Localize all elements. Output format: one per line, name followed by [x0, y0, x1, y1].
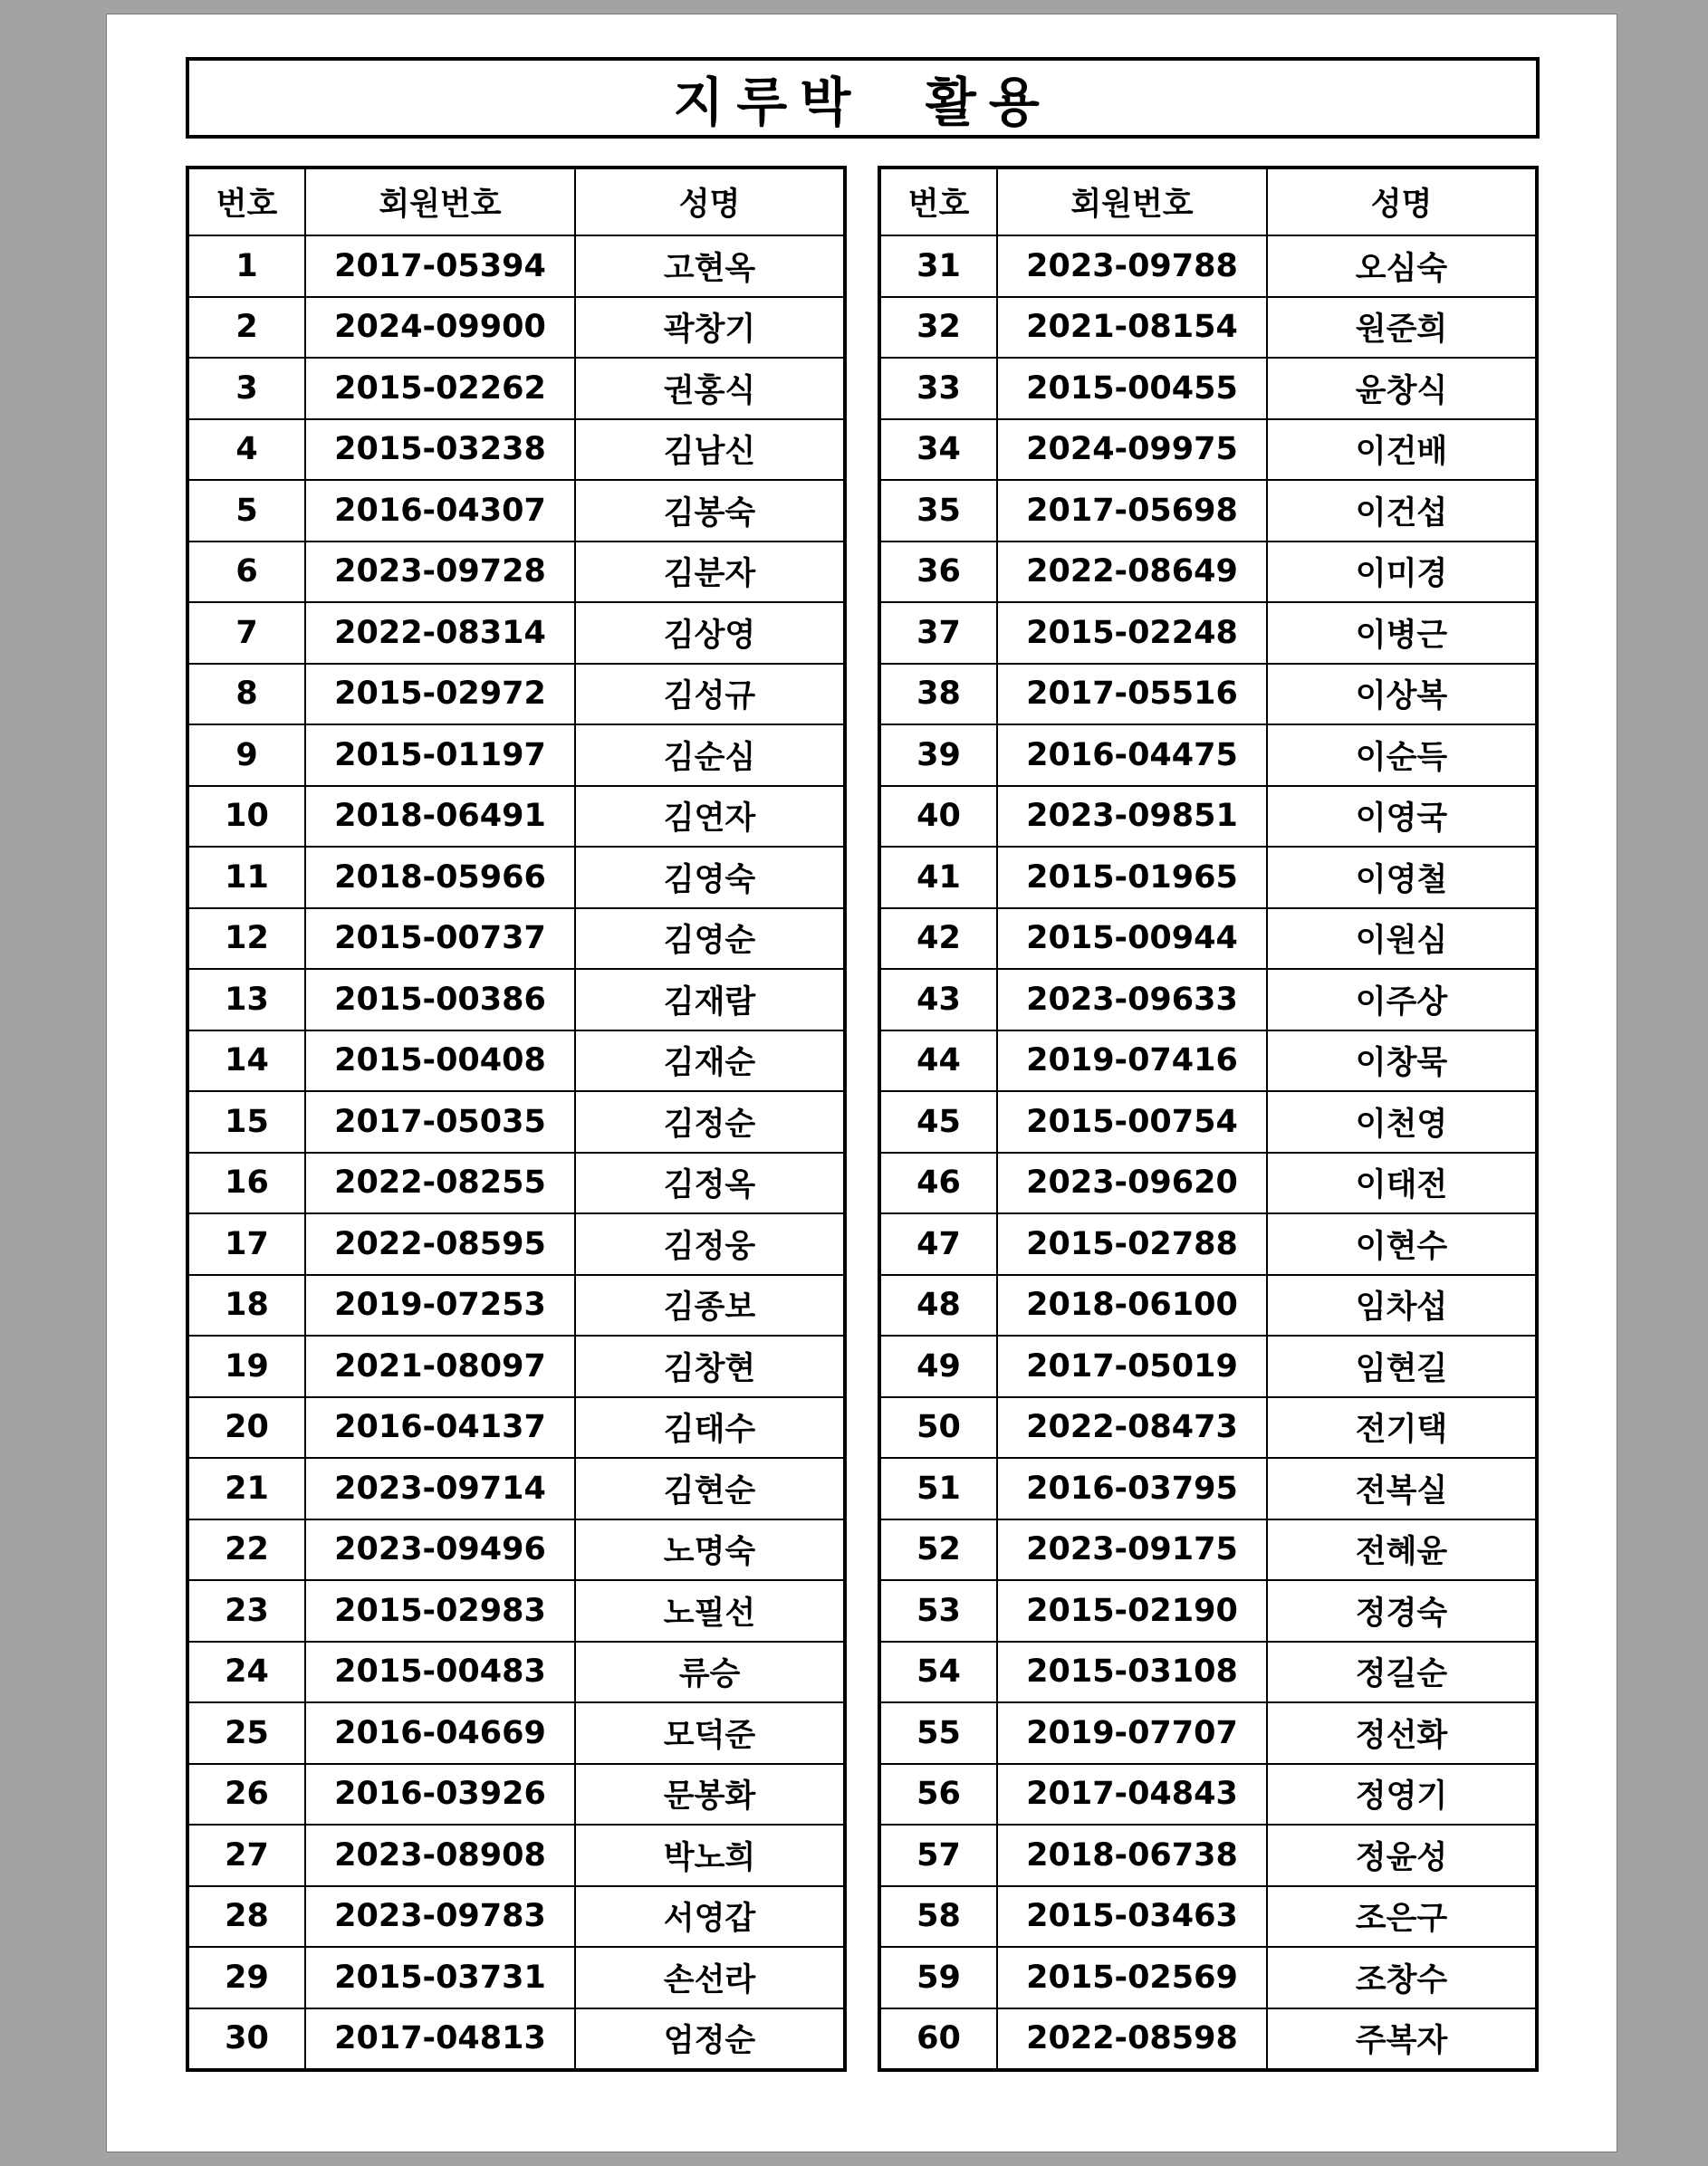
cell-name: 이창묵 [1267, 1030, 1537, 1092]
cell-member-id: 2015-03731 [305, 1947, 575, 2008]
cell-name: 김창현 [575, 1336, 845, 1397]
table-row [879, 542, 1537, 603]
table-row [187, 1702, 845, 1764]
cell-member-id: 2024-09975 [997, 419, 1267, 481]
cell-name: 고현옥 [575, 235, 845, 297]
cell-member-id: 2018-06100 [997, 1275, 1267, 1337]
cell-member-id: 2015-00483 [305, 1642, 575, 1703]
table-row [879, 1764, 1537, 1826]
cell-name: 김봉숙 [575, 480, 845, 542]
cell-member-id: 2015-02983 [305, 1580, 575, 1642]
table-row [187, 969, 845, 1030]
cell-name: 조은구 [1267, 1886, 1537, 1948]
cell-member-id: 2016-03926 [305, 1764, 575, 1826]
cell-member-id: 2022-08598 [997, 2008, 1267, 2071]
cell-no: 25 [187, 1702, 305, 1764]
cell-name: 이천영 [1267, 1091, 1537, 1153]
cell-member-id: 2015-02569 [997, 1947, 1267, 2008]
cell-member-id: 2022-08255 [305, 1153, 575, 1214]
cell-no: 24 [187, 1642, 305, 1703]
cell-member-id: 2018-06738 [997, 1825, 1267, 1886]
table-row [187, 1213, 845, 1275]
table-row [187, 235, 845, 297]
header-no: 번호 [879, 168, 997, 235]
cell-no: 55 [879, 1702, 997, 1764]
table-row [187, 358, 845, 419]
cell-member-id: 2017-05019 [997, 1336, 1267, 1397]
cell-member-id: 2015-02972 [305, 664, 575, 725]
cell-member-id: 2023-09788 [997, 235, 1267, 297]
table-row [879, 419, 1537, 481]
table-row [879, 1275, 1537, 1337]
cell-member-id: 2023-09620 [997, 1153, 1267, 1214]
cell-name: 전기택 [1267, 1397, 1537, 1459]
table-row [879, 1091, 1537, 1153]
cell-no: 7 [187, 602, 305, 664]
header-member-id: 회원번호 [305, 168, 575, 235]
table-header-row [187, 168, 845, 235]
cell-name: 원준희 [1267, 297, 1537, 359]
cell-no: 53 [879, 1580, 997, 1642]
cell-member-id: 2015-00754 [997, 1091, 1267, 1153]
member-table-left [186, 166, 847, 2072]
table-row [879, 908, 1537, 970]
cell-no: 38 [879, 664, 997, 725]
cell-member-id: 2018-05966 [305, 847, 575, 908]
cell-member-id: 2021-08097 [305, 1336, 575, 1397]
table-row [187, 724, 845, 786]
cell-no: 1 [187, 235, 305, 297]
cell-no: 26 [187, 1764, 305, 1826]
cell-name: 김종보 [575, 1275, 845, 1337]
cell-no: 19 [187, 1336, 305, 1397]
table-row [187, 480, 845, 542]
cell-name: 전복실 [1267, 1458, 1537, 1519]
cell-name: 모덕준 [575, 1702, 845, 1764]
table-row [187, 1825, 845, 1886]
cell-name: 이현수 [1267, 1213, 1537, 1275]
cell-member-id: 2017-05698 [997, 480, 1267, 542]
table-row [187, 1580, 845, 1642]
table-row [187, 908, 845, 970]
table-row [187, 297, 845, 359]
cell-name: 김태수 [575, 1397, 845, 1459]
cell-name: 김정웅 [575, 1213, 845, 1275]
cell-member-id: 2023-09714 [305, 1458, 575, 1519]
table-row [879, 1030, 1537, 1092]
cell-no: 51 [879, 1458, 997, 1519]
table-row [879, 1825, 1537, 1886]
cell-no: 27 [187, 1825, 305, 1886]
cell-no: 23 [187, 1580, 305, 1642]
cell-member-id: 2015-02248 [997, 602, 1267, 664]
cell-member-id: 2024-09900 [305, 297, 575, 359]
cell-name: 전혜윤 [1267, 1519, 1537, 1581]
cell-no: 41 [879, 847, 997, 908]
cell-name: 이순득 [1267, 724, 1537, 786]
cell-member-id: 2022-08595 [305, 1213, 575, 1275]
cell-member-id: 2015-03238 [305, 419, 575, 481]
table-row [879, 1213, 1537, 1275]
cell-no: 2 [187, 297, 305, 359]
table-row [187, 1336, 845, 1397]
cell-no: 33 [879, 358, 997, 419]
document-page [106, 14, 1617, 2152]
cell-name: 김정옥 [575, 1153, 845, 1214]
cell-member-id: 2015-00408 [305, 1030, 575, 1092]
cell-no: 28 [187, 1886, 305, 1948]
cell-name: 김영숙 [575, 847, 845, 908]
cell-name: 이태전 [1267, 1153, 1537, 1214]
table-row [879, 664, 1537, 725]
cell-name: 오심숙 [1267, 235, 1537, 297]
cell-no: 29 [187, 1947, 305, 2008]
cell-no: 34 [879, 419, 997, 481]
cell-name: 이미경 [1267, 542, 1537, 603]
cell-member-id: 2015-02262 [305, 358, 575, 419]
cell-name: 주복자 [1267, 2008, 1537, 2071]
cell-name: 김분자 [575, 542, 845, 603]
cell-no: 54 [879, 1642, 997, 1703]
table-row [187, 602, 845, 664]
table-row [187, 1030, 845, 1092]
cell-member-id: 2017-04813 [305, 2008, 575, 2071]
table-row [879, 358, 1537, 419]
cell-name: 김재람 [575, 969, 845, 1030]
table-row [187, 2008, 845, 2071]
cell-name: 윤창식 [1267, 358, 1537, 419]
cell-no: 44 [879, 1030, 997, 1092]
table-row [187, 1153, 845, 1214]
table-row [879, 1519, 1537, 1581]
table-row [187, 1519, 845, 1581]
cell-member-id: 2015-00737 [305, 908, 575, 970]
cell-member-id: 2023-09496 [305, 1519, 575, 1581]
cell-member-id: 2015-02788 [997, 1213, 1267, 1275]
cell-no: 12 [187, 908, 305, 970]
cell-no: 56 [879, 1764, 997, 1826]
cell-name: 이영국 [1267, 786, 1537, 848]
cell-name: 임현길 [1267, 1336, 1537, 1397]
cell-no: 50 [879, 1397, 997, 1459]
cell-no: 20 [187, 1397, 305, 1459]
table-row [187, 1642, 845, 1703]
table-row [879, 480, 1537, 542]
cell-no: 57 [879, 1825, 997, 1886]
cell-member-id: 2023-09851 [997, 786, 1267, 848]
cell-member-id: 2019-07416 [997, 1030, 1267, 1092]
cell-name: 이건섭 [1267, 480, 1537, 542]
cell-member-id: 2021-08154 [997, 297, 1267, 359]
cell-member-id: 2015-03108 [997, 1642, 1267, 1703]
table-row [187, 847, 845, 908]
cell-name: 김영순 [575, 908, 845, 970]
table-row [879, 602, 1537, 664]
cell-name: 김상영 [575, 602, 845, 664]
cell-no: 39 [879, 724, 997, 786]
cell-member-id: 2022-08314 [305, 602, 575, 664]
cell-member-id: 2015-02190 [997, 1580, 1267, 1642]
table-row [879, 2008, 1537, 2071]
cell-member-id: 2015-01965 [997, 847, 1267, 908]
table-row [187, 1947, 845, 2008]
cell-member-id: 2018-06491 [305, 786, 575, 848]
table-row [187, 1764, 845, 1826]
cell-no: 30 [187, 2008, 305, 2071]
cell-member-id: 2017-05516 [997, 664, 1267, 725]
cell-name: 정선화 [1267, 1702, 1537, 1764]
cell-no: 32 [879, 297, 997, 359]
table-row [879, 724, 1537, 786]
cell-name: 김정순 [575, 1091, 845, 1153]
cell-no: 59 [879, 1947, 997, 2008]
header-member-id: 회원번호 [997, 168, 1267, 235]
cell-no: 13 [187, 969, 305, 1030]
cell-name: 엄정순 [575, 2008, 845, 2071]
cell-name: 김재순 [575, 1030, 845, 1092]
cell-name: 손선라 [575, 1947, 845, 2008]
cell-member-id: 2016-04137 [305, 1397, 575, 1459]
cell-name: 김순심 [575, 724, 845, 786]
cell-name: 이영철 [1267, 847, 1537, 908]
cell-name: 이상복 [1267, 664, 1537, 725]
cell-no: 37 [879, 602, 997, 664]
cell-no: 17 [187, 1213, 305, 1275]
cell-no: 31 [879, 235, 997, 297]
cell-member-id: 2023-09633 [997, 969, 1267, 1030]
cell-no: 43 [879, 969, 997, 1030]
table-row [879, 1642, 1537, 1703]
cell-name: 김성규 [575, 664, 845, 725]
cell-name: 박노희 [575, 1825, 845, 1886]
cell-member-id: 2023-08908 [305, 1825, 575, 1886]
cell-no: 14 [187, 1030, 305, 1092]
table-row [879, 235, 1537, 297]
cell-name: 이주상 [1267, 969, 1537, 1030]
table-row [187, 542, 845, 603]
cell-name: 이원심 [1267, 908, 1537, 970]
cell-member-id: 2015-01197 [305, 724, 575, 786]
cell-name: 김현순 [575, 1458, 845, 1519]
cell-no: 3 [187, 358, 305, 419]
cell-member-id: 2023-09783 [305, 1886, 575, 1948]
table-row [187, 1091, 845, 1153]
cell-name: 김남신 [575, 419, 845, 481]
cell-no: 47 [879, 1213, 997, 1275]
cell-member-id: 2015-03463 [997, 1886, 1267, 1948]
cell-name: 정길순 [1267, 1642, 1537, 1703]
table-header-row [879, 168, 1537, 235]
header-name: 성명 [1267, 168, 1537, 235]
cell-no: 60 [879, 2008, 997, 2071]
cell-name: 김연자 [575, 786, 845, 848]
cell-no: 40 [879, 786, 997, 848]
table-row [187, 419, 845, 481]
cell-no: 8 [187, 664, 305, 725]
cell-no: 15 [187, 1091, 305, 1153]
table-row [879, 1153, 1537, 1214]
cell-member-id: 2015-00386 [305, 969, 575, 1030]
cell-no: 35 [879, 480, 997, 542]
header-no: 번호 [187, 168, 305, 235]
cell-member-id: 2016-04669 [305, 1702, 575, 1764]
cell-no: 9 [187, 724, 305, 786]
cell-name: 이병근 [1267, 602, 1537, 664]
table-row [879, 786, 1537, 848]
cell-no: 48 [879, 1275, 997, 1337]
table-row [879, 1886, 1537, 1948]
cell-no: 18 [187, 1275, 305, 1337]
cell-name: 이건배 [1267, 419, 1537, 481]
cell-no: 49 [879, 1336, 997, 1397]
cell-no: 22 [187, 1519, 305, 1581]
cell-no: 4 [187, 419, 305, 481]
cell-name: 정영기 [1267, 1764, 1537, 1826]
table-row [187, 786, 845, 848]
cell-member-id: 2016-04307 [305, 480, 575, 542]
cell-member-id: 2017-05035 [305, 1091, 575, 1153]
cell-no: 11 [187, 847, 305, 908]
cell-member-id: 2022-08473 [997, 1397, 1267, 1459]
cell-no: 36 [879, 542, 997, 603]
cell-name: 노필선 [575, 1580, 845, 1642]
cell-name: 문봉화 [575, 1764, 845, 1826]
table-row [187, 1886, 845, 1948]
page-title: 지루박 활용 [186, 57, 1540, 139]
cell-name: 노명숙 [575, 1519, 845, 1581]
table-row [879, 1947, 1537, 2008]
cell-no: 10 [187, 786, 305, 848]
cell-member-id: 2016-03795 [997, 1458, 1267, 1519]
header-name: 성명 [575, 168, 845, 235]
cell-member-id: 2023-09728 [305, 542, 575, 603]
table-row [879, 1458, 1537, 1519]
table-row [187, 1275, 845, 1337]
cell-member-id: 2022-08649 [997, 542, 1267, 603]
cell-member-id: 2019-07707 [997, 1702, 1267, 1764]
cell-no: 46 [879, 1153, 997, 1214]
table-row [879, 1397, 1537, 1459]
table-row [879, 847, 1537, 908]
table-row [879, 297, 1537, 359]
cell-member-id: 2017-05394 [305, 235, 575, 297]
table-row [879, 1702, 1537, 1764]
cell-name: 임차섭 [1267, 1275, 1537, 1337]
cell-no: 45 [879, 1091, 997, 1153]
table-row [187, 664, 845, 725]
cell-name: 정경숙 [1267, 1580, 1537, 1642]
cell-no: 42 [879, 908, 997, 970]
table-row [879, 969, 1537, 1030]
table-row [879, 1580, 1537, 1642]
cell-no: 5 [187, 480, 305, 542]
cell-member-id: 2017-04843 [997, 1764, 1267, 1826]
cell-no: 21 [187, 1458, 305, 1519]
cell-name: 정윤성 [1267, 1825, 1537, 1886]
cell-name: 권홍식 [575, 358, 845, 419]
cell-member-id: 2019-07253 [305, 1275, 575, 1337]
cell-name: 서영갑 [575, 1886, 845, 1948]
cell-no: 58 [879, 1886, 997, 1948]
cell-no: 52 [879, 1519, 997, 1581]
cell-member-id: 2023-09175 [997, 1519, 1267, 1581]
table-row [187, 1458, 845, 1519]
cell-no: 6 [187, 542, 305, 603]
cell-no: 16 [187, 1153, 305, 1214]
cell-name: 조창수 [1267, 1947, 1537, 2008]
member-table-right [878, 166, 1539, 2072]
cell-name: 류승 [575, 1642, 845, 1703]
cell-member-id: 2015-00944 [997, 908, 1267, 970]
cell-member-id: 2015-00455 [997, 358, 1267, 419]
cell-name: 곽창기 [575, 297, 845, 359]
table-row [187, 1397, 845, 1459]
table-row [879, 1336, 1537, 1397]
cell-member-id: 2016-04475 [997, 724, 1267, 786]
